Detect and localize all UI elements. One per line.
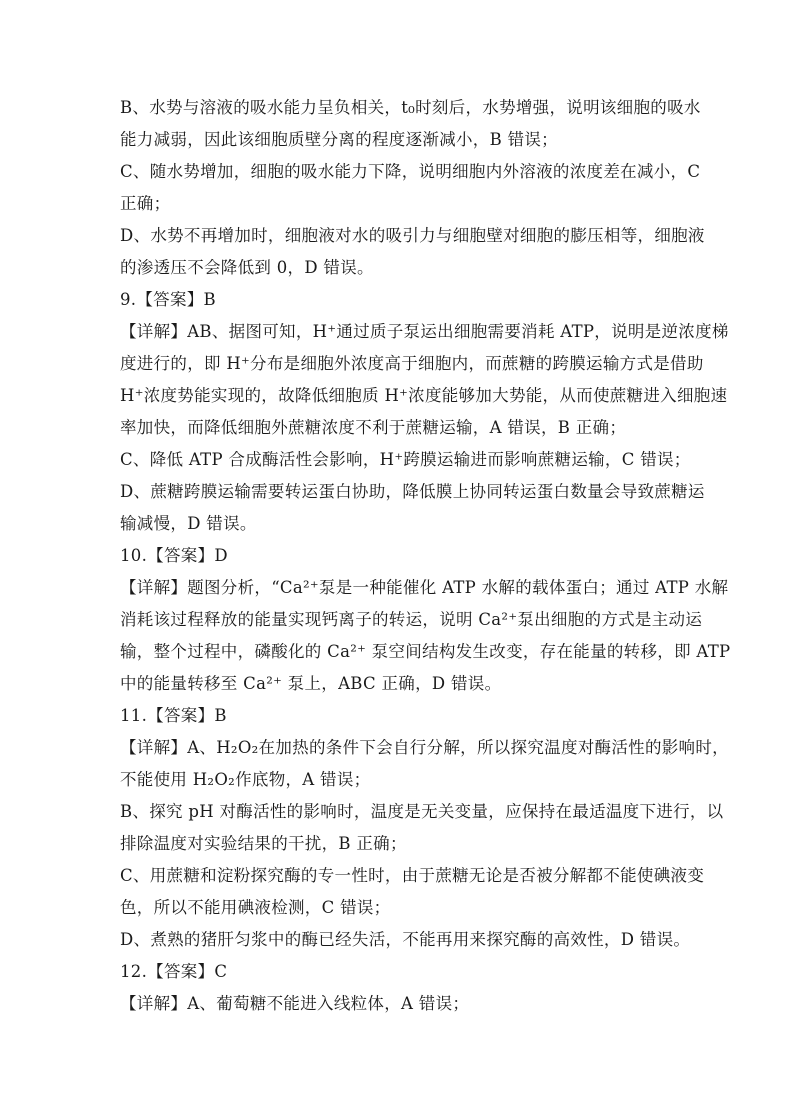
text-line: 输减慢，D 错误。 [120,514,257,533]
text-line: 度进行的，即 H⁺分布是细胞外浓度高于细胞内，而蔗糖的跨膜运输方式是借助 [120,354,704,373]
text-line: B、探究 pH 对酶活性的影响时，温度是无关变量，应保持在最适温度下进行，以 [120,802,724,821]
text-line: 【详解】AB、据图可知，H⁺通过质子泵运出细胞需要消耗 ATP，说明是逆浓度梯 [120,322,729,341]
text-line: 的渗透压不会降低到 0，D 错误。 [120,258,374,277]
text-line: H⁺浓度势能实现的，故降低细胞质 H⁺浓度能够加大势能，从而使蔗糖进入细胞速 [120,386,728,405]
text-line: 消耗该过程释放的能量实现钙离子的转运，说明 Ca²⁺泵出细胞的方式是主动运 [120,610,703,629]
answer-heading: 12.【答案】C [120,962,228,981]
text-line: B、水势与溶液的吸水能力呈负相关，t₀时刻后，水势增强，说明该细胞的吸水 [120,98,701,117]
answer-heading: 10.【答案】D [120,546,228,565]
text-line: C、随水势增加，细胞的吸水能力下降，说明细胞内外溶液的浓度差在减小，C [120,162,701,181]
text-line: 能力减弱，因此该细胞质壁分离的程度逐渐减小，B 错误； [120,130,558,149]
text-line: 排除温度对实验结果的干扰，B 正确； [120,834,407,853]
document-page [120,92,731,1020]
text-line: 【详解】A、葡萄糖不能进入线粒体，A 错误； [120,994,470,1013]
text-line: 正确； [120,194,171,213]
text-line: 输，整个过程中，磷酸化的 Ca²⁺ 泵空间结构发生改变，存在能量的转移，即 ATP [120,642,731,661]
answer-heading: 11.【答案】B [120,706,227,725]
text-line: D、煮熟的猪肝匀浆中的酶已经失活，不能再用来探究酶的高效性，D 错误。 [120,930,691,949]
answer-heading: 9.【答案】B [120,290,216,309]
text-line: D、蔗糖跨膜运输需要转运蛋白协助，降低膜上协同转运蛋白数量会导致蔗糖运 [120,482,705,501]
text-line: 率加快，而降低细胞外蔗糖浓度不利于蔗糖运输，A 错误，B 正确； [120,418,627,437]
text-line: 中的能量转移至 Ca²⁺ 泵上，ABC 正确，D 错误。 [120,674,502,693]
text-line: C、降低 ATP 合成酶活性会影响，H⁺跨膜运输进而影响蔗糖运输，C 错误； [120,450,691,469]
text-line: 不能使用 H₂O₂作底物，A 错误； [120,770,371,789]
text-line: D、水势不再增加时，细胞液对水的吸引力与细胞壁对细胞的膨压相等，细胞液 [120,226,705,245]
text-line: 色，所以不能用碘液检测，C 错误； [120,898,391,917]
text-line: 【详解】题图分析，“Ca²⁺泵是一种能催化 ATP 水解的载体蛋白；通过 ATP 水解 [120,578,729,597]
text-line: 【详解】A、H₂O₂在加热的条件下会自行分解，所以探究温度对酶活性的影响时， [120,738,729,757]
text-line: C、用蔗糖和淀粉探究酶的专一性时，由于蔗糖无论是否被分解都不能使碘液变 [120,866,705,885]
